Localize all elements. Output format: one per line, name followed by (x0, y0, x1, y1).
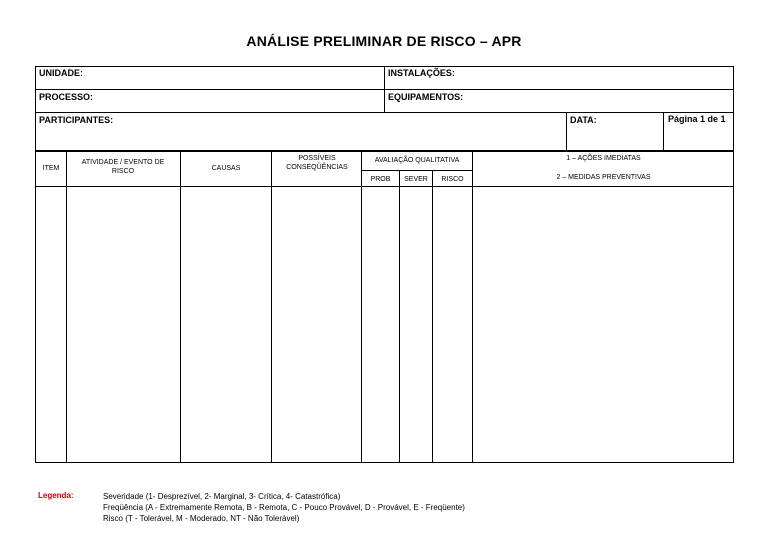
col-divider (663, 112, 664, 151)
header-prob: PROB (370, 176, 391, 183)
col-divider (361, 151, 362, 463)
table-header-bottom (35, 186, 734, 187)
header-causas: CAUSAS (211, 165, 241, 172)
legend-risco: Risco (T - Tolerável, M - Moderado, NT - Não Tolerável) (103, 514, 300, 523)
col-divider (432, 170, 433, 463)
avaliacao-sub-divider (361, 170, 472, 171)
col-divider (566, 112, 567, 151)
header-risco: RISCO (441, 176, 464, 183)
col-divider (180, 151, 181, 463)
header-atividade: ATIVIDADE / EVENTO DE RISCO (81, 159, 165, 175)
page-title: ANÁLISE PRELIMINAR DE RISCO – APR (246, 33, 522, 49)
header-medidas-preventivas: 2 – MEDIDAS PREVENTIVAS (556, 174, 651, 181)
col-divider (472, 151, 473, 463)
legend-label: Legenda: (38, 491, 74, 500)
header-sever: SEVER (404, 176, 428, 183)
header-acoes-imediatas: 1 – AÇÕES IMEDIATAS (566, 155, 641, 162)
equipamentos-field[interactable]: EQUIPAMENTOS: (388, 92, 464, 102)
header-consequencias: POSSÍVEIS CONSEQÜÊNCIAS (286, 155, 348, 171)
row-divider (35, 112, 734, 113)
col-divider (66, 151, 67, 463)
data-field[interactable]: DATA: (570, 115, 597, 125)
processo-field[interactable]: PROCESSO: (39, 92, 94, 102)
instalacoes-field[interactable]: INSTALAÇÕES: (388, 68, 455, 78)
legend-severidade: Severidade (1- Desprezível, 2- Marginal, 3- Crítica, 4- Catastrófica) (103, 492, 341, 501)
participantes-field[interactable]: PARTICIPANTES: (39, 115, 114, 125)
header-item: ITEM (42, 165, 60, 172)
col-divider (399, 170, 400, 463)
unidade-field[interactable]: UNIDADE: (39, 68, 83, 78)
legend-frequencia: Freqüência (A - Extremamente Remota, B - Remota, C - Pouco Provável, D - Provável, E - Freqüente) (103, 503, 465, 512)
col-divider (271, 151, 272, 463)
page-indicator: Página 1 de 1 (668, 114, 726, 124)
risk-table (35, 151, 734, 463)
col-divider (384, 66, 385, 112)
header-avaliacao: AVALIAÇÃO QUALITATIVA (374, 157, 460, 164)
